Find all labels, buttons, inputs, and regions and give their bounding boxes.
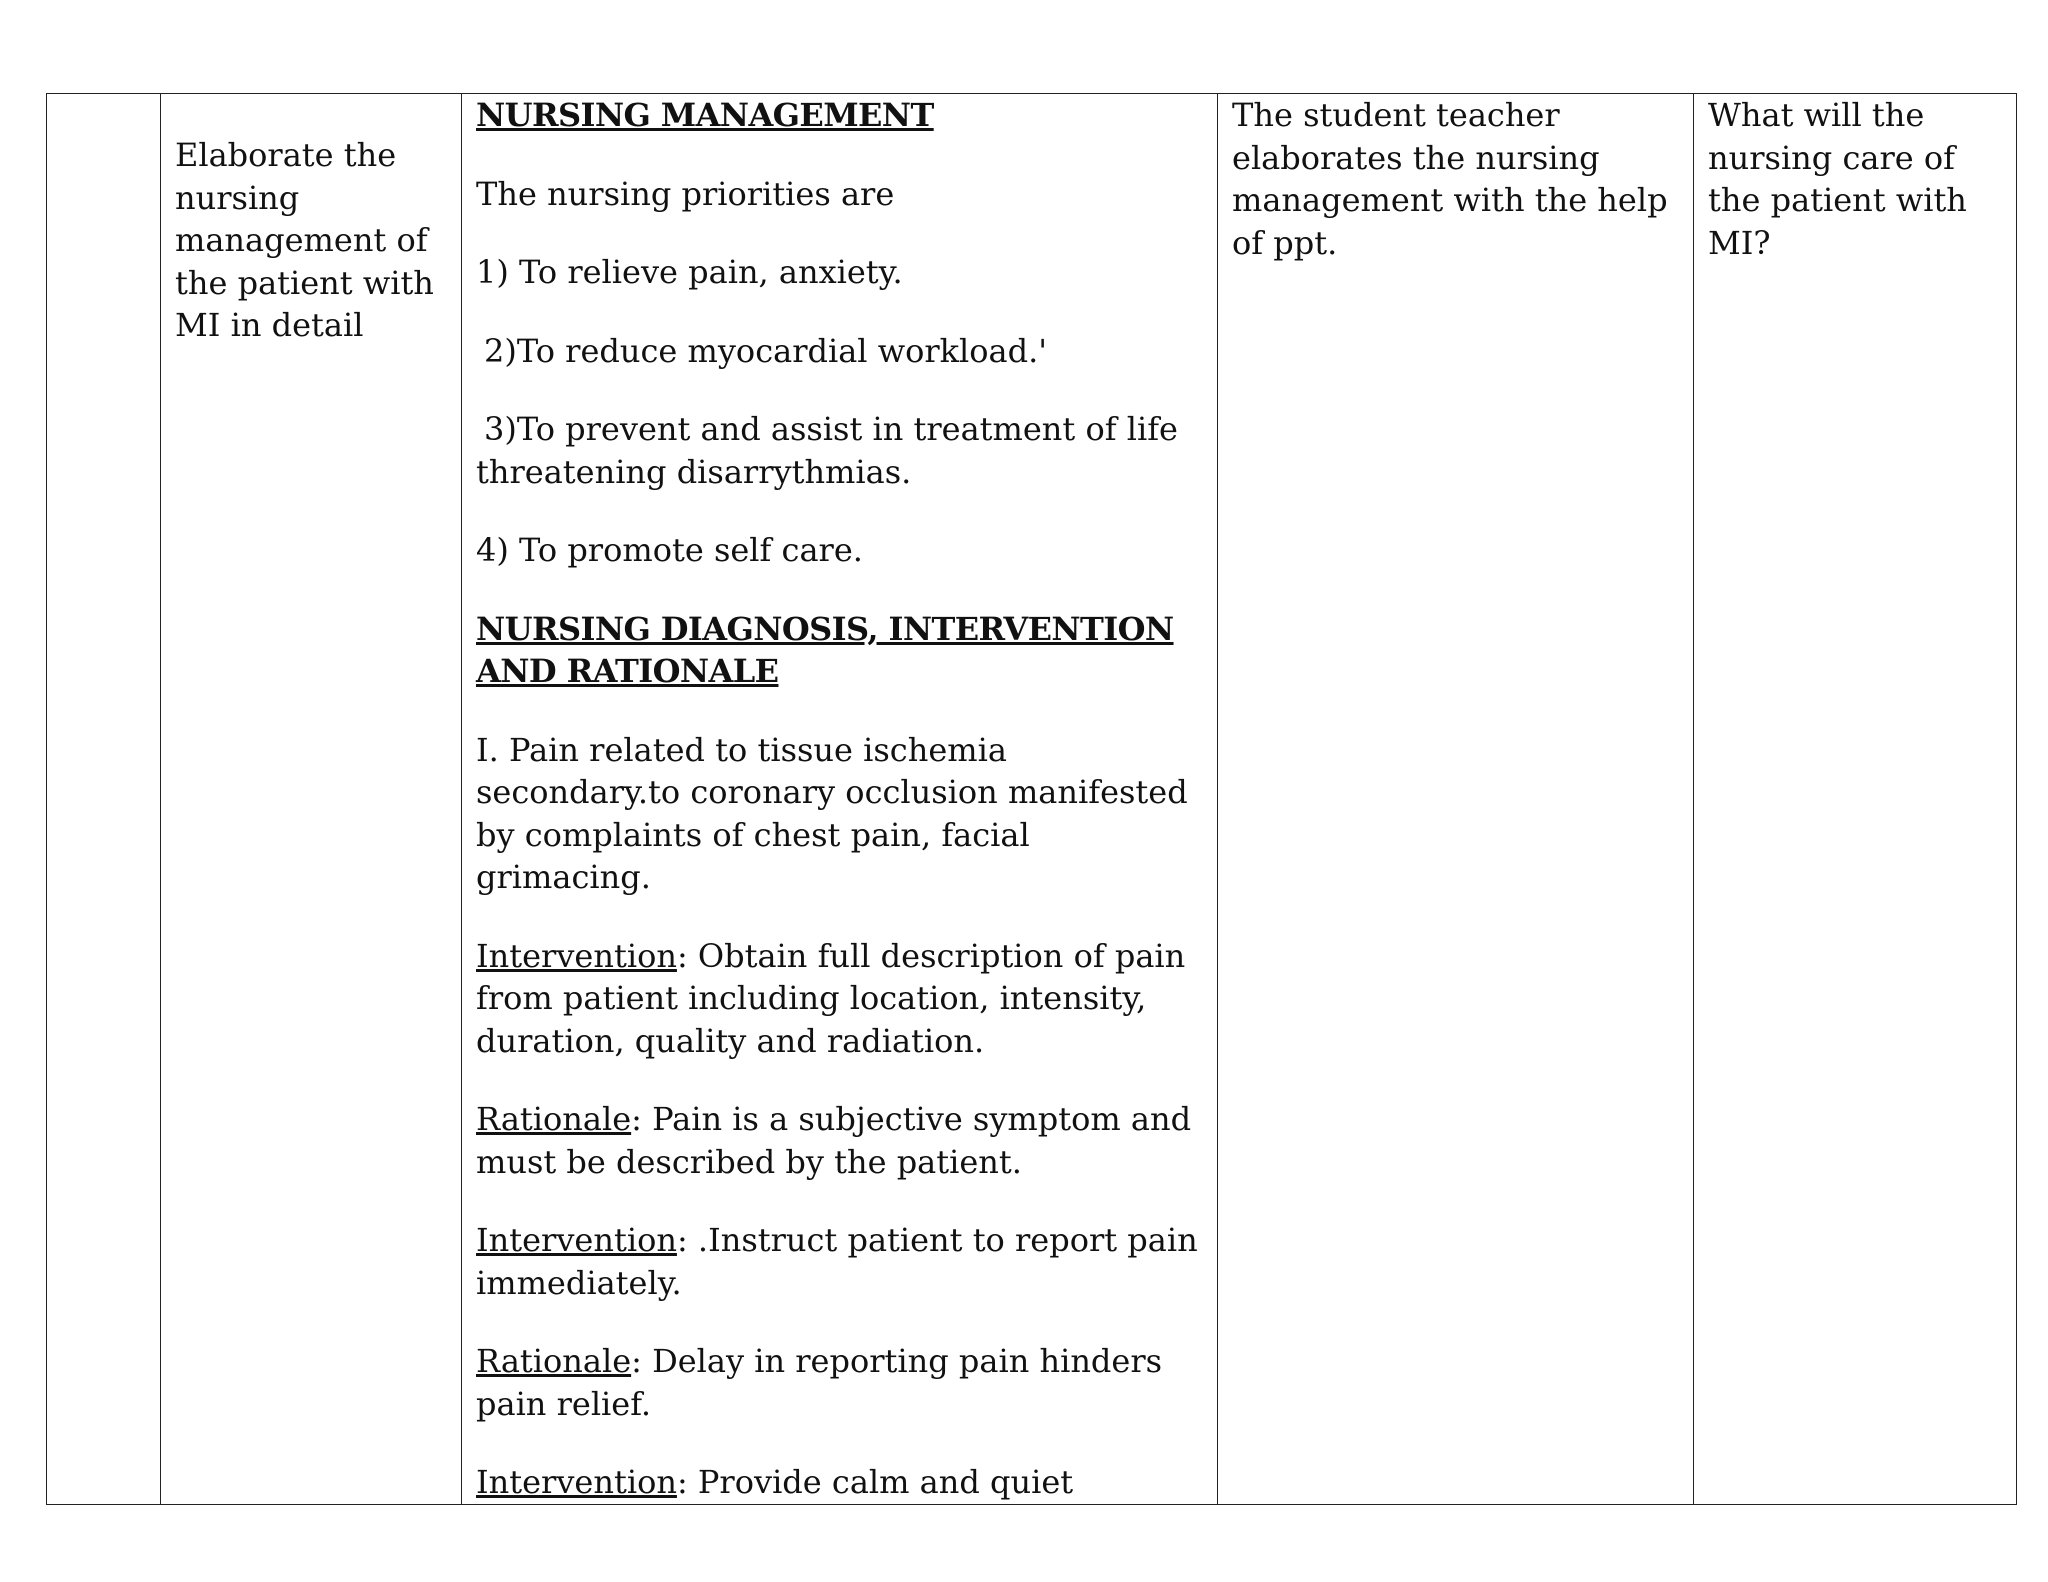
rationale-paragraph: Rationale: Pain is a subjective symptom and must be described by the patient. xyxy=(476,1100,1192,1181)
rationale-label: Rationale xyxy=(476,1100,632,1138)
diagnosis-text: I. Pain related to tissue ischemia secondary.to coronary occlusion manifested by complaints of chest pain, facial grimacing. xyxy=(476,730,1188,896)
priority-item: 1) To relieve pain, anxiety. xyxy=(476,253,903,291)
diagnosis-heading: NURSING DIAGNOSIS, INTERVENTION AND RATIONALE xyxy=(476,609,1174,690)
objective-text: Elaborate the nursing management of the patient with MI in detail xyxy=(175,136,434,344)
intervention-paragraph: Intervention: .Instruct patient to report pain immediately. xyxy=(476,1221,1198,1302)
intervention-label: Intervention xyxy=(476,1463,677,1501)
rationale-paragraph: Rationale: Delay in reporting pain hinders pain relief. xyxy=(476,1342,1163,1423)
evaluation-cell xyxy=(1694,94,2017,1505)
priority-item: 4) To promote self care. xyxy=(476,531,863,569)
objective-cell xyxy=(161,94,462,1505)
content-cell xyxy=(462,94,1218,1505)
teacher-activity-text: The student teacher elaborates the nursing management with the help of ppt. xyxy=(1232,96,1668,262)
lesson-plan-table xyxy=(46,93,2017,1505)
priority-item: 3)To prevent and assist in treatment of life threatening disarrythmias. xyxy=(476,410,1178,491)
evaluation-text: What will the nursing care of the patient with MI? xyxy=(1708,96,1967,262)
intervention-label: Intervention xyxy=(476,936,677,975)
priority-item: 2)To reduce myocardial workload.' xyxy=(484,331,1048,370)
table-row xyxy=(47,94,2017,1505)
intervention-paragraph: Intervention: Obtain full description of pain from patient including location, intensity, duration, quality and radiation. xyxy=(476,936,1186,1060)
intervention-label: Intervention xyxy=(476,1221,677,1259)
teacher-activity-cell xyxy=(1218,94,1694,1505)
rationale-label: Rationale xyxy=(476,1342,632,1380)
priorities-intro: The nursing priorities are xyxy=(476,174,895,213)
nursing-management-heading: NURSING MANAGEMENT xyxy=(476,96,934,134)
time-cell xyxy=(47,94,161,1505)
intervention-paragraph: Intervention: Provide calm and quiet xyxy=(476,1463,1074,1501)
